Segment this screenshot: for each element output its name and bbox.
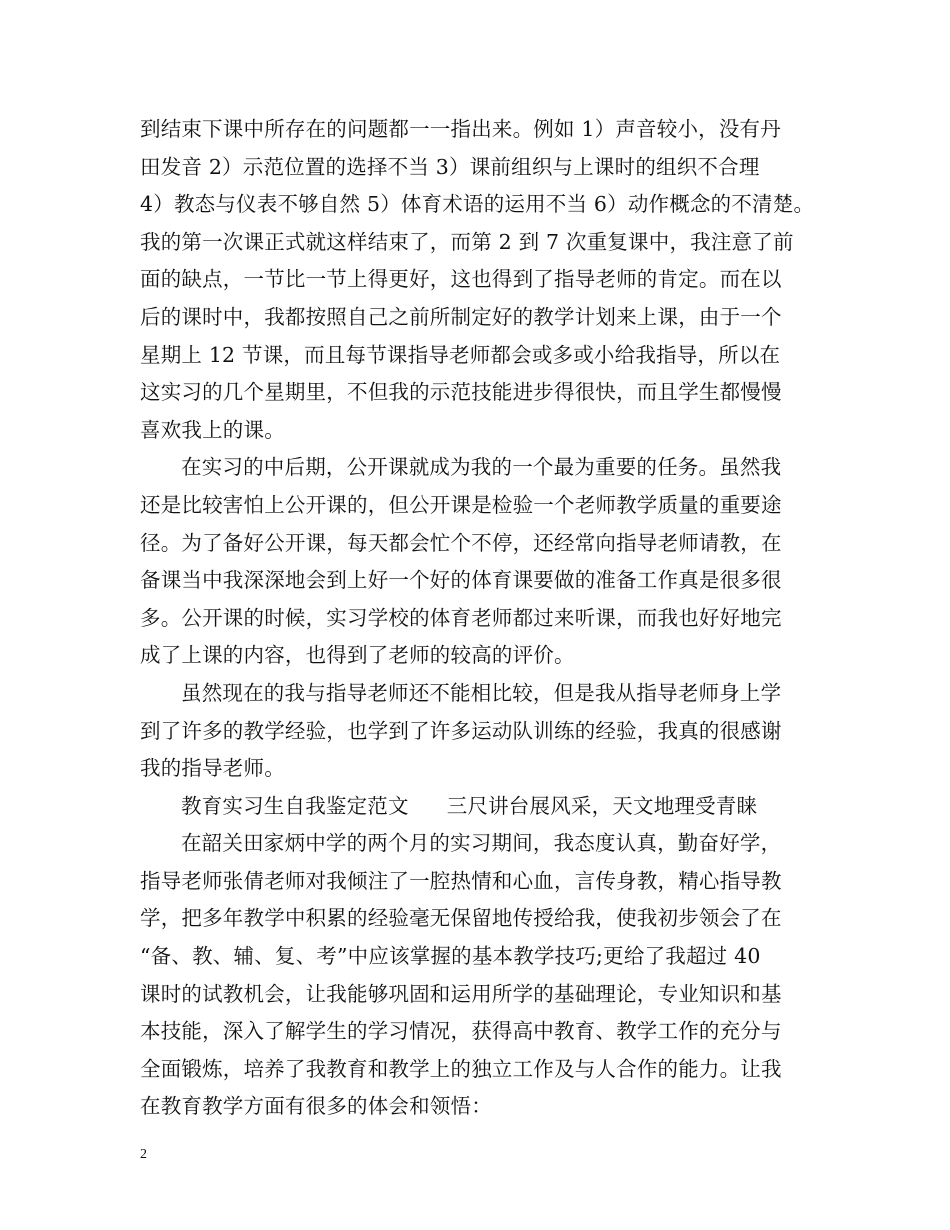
text-line: 课时的试教机会，让我能够巩固和运用所学的基础理论，专业知识和基 [140,981,782,1006]
text-line: 后的课时中，我都按照自己之前所制定好的教学计划来上课，由于一个 [140,304,782,329]
text-line: 多。公开课的时候，实习学校的体育老师都过来听课，而我也好好地完 [140,605,782,630]
section-heading-subtitle: 三尺讲台展风采，天文地理受青睐 [446,793,758,818]
text-line: 我的第一次课正式就这样结束了，而第 2 到 7 次重复课中，我注意了前 [140,229,794,254]
text-line: “备、教、辅、复、考”中应该掌握的基本教学技巧;更给了我超过 40 [140,944,761,969]
text-line: 到结束下课中所存在的问题都一一指出来。例如 1）声音较小，没有丹 [140,117,781,141]
text-line: 田发音 2）示范位置的选择不当 3）课前组织与上课时的组织不合理 [140,154,760,179]
text-line: 4）教态与仪表不够自然 5）体育术语的运用不当 6）动作概念的不清楚。 [140,192,815,217]
text-line: 这实习的几个星期里，不但我的示范技能进步得很快，而且学生都慢慢 [140,380,782,405]
text-line: 我的指导老师。 [140,756,285,781]
paragraph-start-line: 在韶关田家炳中学的两个月的实习期间，我态度认真，勤奋好学， [181,831,782,856]
text-line: 面的缺点，一节比一节上得更好，这也得到了指导老师的肯定。而在以 [140,267,782,292]
section-heading-title: 教育实习生自我鉴定范文 [181,793,409,818]
section-heading [140,788,830,826]
text-line: 学，把多年教学中积累的经验毫无保留地传授给我，使我初步领会了在 [140,906,782,931]
text-line: 本技能，深入了解学生的学习情况，获得高中教育、教学工作的充分与 [140,1019,782,1044]
page-number: 2 [140,1147,147,1162]
text-line: 备课当中我深深地会到上好一个好的体育课要做的准备工作真是很多很 [140,568,782,593]
text-line: 在教育教学方面有很多的体会和领悟： [140,1094,492,1119]
text-line: 星期上 12 节课，而且每节课指导老师都会或多或小给我指导，所以在 [140,342,781,367]
body-text [140,111,830,1126]
text-line: 成了上课的内容，也得到了老师的较高的评价。 [140,643,575,668]
paragraph-start-line: 在实习的中后期，公开课就成为我的一个最为重要的任务。虽然我 [181,455,782,480]
paragraph-start-line: 虽然现在的我与指导老师还不能相比较，但是我从指导老师身上学 [181,680,782,705]
text-line: 径。为了备好公开课，每天都会忙个不停，还经常向指导老师请教，在 [140,530,782,555]
text-line: 到了许多的教学经验，也学到了许多运动队训练的经验，我真的很感谢 [140,718,782,743]
text-line: 指导老师张倩老师对我倾注了一腔热情和心血，言传身教，精心指导教 [140,868,782,893]
text-line: 喜欢我上的课。 [140,417,285,442]
text-line: 还是比较害怕上公开课的，但公开课是检验一个老师教学质量的重要途 [140,492,782,517]
text-line: 全面锻炼，培养了我教育和教学上的独立工作及与人合作的能力。让我 [140,1056,782,1081]
